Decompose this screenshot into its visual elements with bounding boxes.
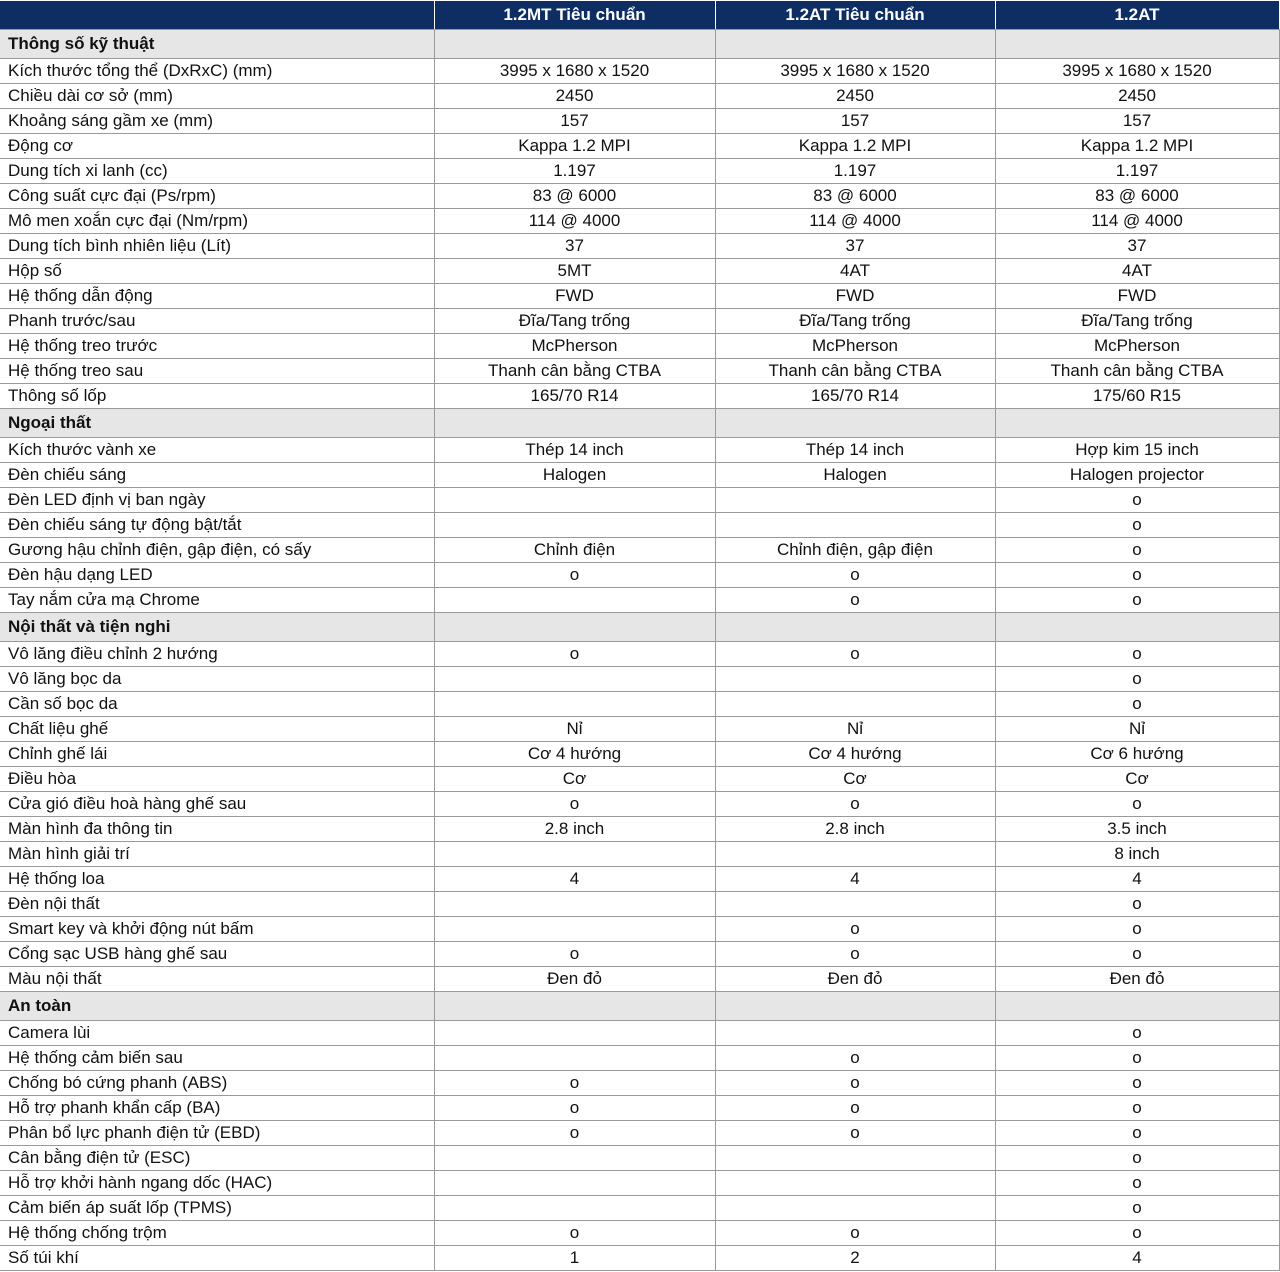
spec-value-variant-1: o	[434, 642, 715, 667]
spec-value-variant-1	[434, 488, 715, 513]
spec-value-variant-2	[715, 667, 995, 692]
spec-value-variant-1: McPherson	[434, 334, 715, 359]
table-row	[0, 384, 1279, 409]
table-row	[0, 563, 1279, 588]
spec-value-variant-2: 37	[715, 234, 995, 259]
spec-value-variant-2: 114 @ 4000	[715, 209, 995, 234]
spec-value-variant-2: 4AT	[715, 259, 995, 284]
table-row	[0, 134, 1279, 159]
spec-value-variant-3: o	[995, 942, 1279, 967]
table-row	[0, 1021, 1279, 1046]
section-header-empty-cell	[434, 992, 715, 1021]
spec-value-variant-2: Halogen	[715, 463, 995, 488]
spec-value-variant-1	[434, 1196, 715, 1221]
spec-value-variant-3: o	[995, 538, 1279, 563]
spec-value-variant-1	[434, 1146, 715, 1171]
spec-label: Phân bổ lực phanh điện tử (EBD)	[0, 1121, 434, 1146]
table-row	[0, 1121, 1279, 1146]
spec-value-variant-2: o	[715, 1221, 995, 1246]
spec-label: Dung tích bình nhiên liệu (Lít)	[0, 234, 434, 259]
table-row	[0, 538, 1279, 563]
spec-label: Đèn LED định vị ban ngày	[0, 488, 434, 513]
spec-value-variant-2: FWD	[715, 284, 995, 309]
spec-label: Hệ thống dẫn động	[0, 284, 434, 309]
spec-value-variant-3: o	[995, 642, 1279, 667]
spec-value-variant-2: Đĩa/Tang trống	[715, 309, 995, 334]
section-header-empty-cell	[715, 30, 995, 59]
spec-label: Kích thước vành xe	[0, 438, 434, 463]
spec-value-variant-1: Đĩa/Tang trống	[434, 309, 715, 334]
spec-value-variant-3: 8 inch	[995, 842, 1279, 867]
spec-value-variant-2: Thanh cân bằng CTBA	[715, 359, 995, 384]
header-blank-cell	[0, 1, 434, 30]
spec-label: Cửa gió điều hoà hàng ghế sau	[0, 792, 434, 817]
section-title: Nội thất và tiện nghi	[0, 613, 434, 642]
table-row	[0, 942, 1279, 967]
spec-value-variant-1: o	[434, 563, 715, 588]
table-row	[0, 767, 1279, 792]
spec-value-variant-2: o	[715, 588, 995, 613]
spec-value-variant-1	[434, 1171, 715, 1196]
spec-value-variant-3: o	[995, 1221, 1279, 1246]
spec-label: Hệ thống loa	[0, 867, 434, 892]
spec-value-variant-3: Nỉ	[995, 717, 1279, 742]
section-header-row	[0, 992, 1279, 1021]
spec-label: Hỗ trợ khởi hành ngang dốc (HAC)	[0, 1171, 434, 1196]
spec-value-variant-3: Hợp kim 15 inch	[995, 438, 1279, 463]
spec-label: Cảm biến áp suất lốp (TPMS)	[0, 1196, 434, 1221]
spec-label: Mô men xoắn cực đại (Nm/rpm)	[0, 209, 434, 234]
table-row	[0, 234, 1279, 259]
spec-value-variant-3: o	[995, 513, 1279, 538]
table-row	[0, 1146, 1279, 1171]
spec-value-variant-2: 2	[715, 1246, 995, 1271]
spec-value-variant-2: 83 @ 6000	[715, 184, 995, 209]
spec-value-variant-1	[434, 588, 715, 613]
section-header-empty-cell	[715, 409, 995, 438]
spec-label: Đèn chiếu sáng tự động bật/tắt	[0, 513, 434, 538]
table-row	[0, 892, 1279, 917]
spec-label: Kích thước tổng thể (DxRxC) (mm)	[0, 59, 434, 84]
spec-label: Hệ thống treo trước	[0, 334, 434, 359]
section-title: Thông số kỹ thuật	[0, 30, 434, 59]
table-row	[0, 717, 1279, 742]
spec-value-variant-1: 114 @ 4000	[434, 209, 715, 234]
spec-value-variant-2: o	[715, 1046, 995, 1071]
spec-value-variant-1	[434, 917, 715, 942]
spec-value-variant-3: 157	[995, 109, 1279, 134]
section-header-row	[0, 30, 1279, 59]
spec-label: Gương hậu chỉnh điện, gập điện, có sấy	[0, 538, 434, 563]
spec-value-variant-2: 165/70 R14	[715, 384, 995, 409]
spec-value-variant-3: o	[995, 1171, 1279, 1196]
spec-value-variant-2	[715, 488, 995, 513]
spec-value-variant-1: 157	[434, 109, 715, 134]
table-row	[0, 438, 1279, 463]
spec-value-variant-2: Đen đỏ	[715, 967, 995, 992]
spec-label: Số túi khí	[0, 1246, 434, 1271]
section-header-empty-cell	[995, 409, 1279, 438]
spec-value-variant-1	[434, 892, 715, 917]
spec-label: Màn hình đa thông tin	[0, 817, 434, 842]
spec-label: Thông số lốp	[0, 384, 434, 409]
table-row	[0, 359, 1279, 384]
spec-value-variant-3: 83 @ 6000	[995, 184, 1279, 209]
spec-value-variant-3: o	[995, 563, 1279, 588]
spec-value-variant-1: Kappa 1.2 MPI	[434, 134, 715, 159]
table-row	[0, 742, 1279, 767]
spec-label: Khoảng sáng gầm xe (mm)	[0, 109, 434, 134]
spec-label: Chỉnh ghế lái	[0, 742, 434, 767]
spec-value-variant-2: o	[715, 1071, 995, 1096]
spec-value-variant-1: o	[434, 1096, 715, 1121]
spec-value-variant-3: Cơ 6 hướng	[995, 742, 1279, 767]
spec-label: Đèn nội thất	[0, 892, 434, 917]
table-row	[0, 792, 1279, 817]
spec-value-variant-2: o	[715, 942, 995, 967]
section-header-empty-cell	[434, 409, 715, 438]
spec-value-variant-2	[715, 513, 995, 538]
section-header-row	[0, 409, 1279, 438]
spec-value-variant-1	[434, 667, 715, 692]
spec-value-variant-1: Đen đỏ	[434, 967, 715, 992]
spec-value-variant-3: FWD	[995, 284, 1279, 309]
header-variant-3: 1.2AT	[995, 1, 1279, 30]
spec-value-variant-1	[434, 513, 715, 538]
spec-label: Điều hòa	[0, 767, 434, 792]
spec-value-variant-2: 2.8 inch	[715, 817, 995, 842]
table-row	[0, 1246, 1279, 1271]
spec-label: Dung tích xi lanh (cc)	[0, 159, 434, 184]
section-title: Ngoại thất	[0, 409, 434, 438]
spec-value-variant-3: McPherson	[995, 334, 1279, 359]
table-row	[0, 463, 1279, 488]
spec-value-variant-2: McPherson	[715, 334, 995, 359]
spec-label: Phanh trước/sau	[0, 309, 434, 334]
spec-value-variant-2	[715, 1021, 995, 1046]
spec-value-variant-2: o	[715, 563, 995, 588]
spec-label: Động cơ	[0, 134, 434, 159]
spec-value-variant-1: 83 @ 6000	[434, 184, 715, 209]
section-header-empty-cell	[995, 613, 1279, 642]
spec-label: Công suất cực đại (Ps/rpm)	[0, 184, 434, 209]
spec-value-variant-3: o	[995, 1196, 1279, 1221]
table-row	[0, 642, 1279, 667]
spec-value-variant-1: Halogen	[434, 463, 715, 488]
spec-value-variant-1: 2.8 inch	[434, 817, 715, 842]
spec-value-variant-3: 1.197	[995, 159, 1279, 184]
spec-table-header	[0, 1, 1279, 30]
spec-value-variant-1	[434, 842, 715, 867]
spec-value-variant-2	[715, 1171, 995, 1196]
table-row	[0, 1071, 1279, 1096]
spec-value-variant-3: o	[995, 1121, 1279, 1146]
spec-value-variant-1: Cơ 4 hướng	[434, 742, 715, 767]
spec-value-variant-1	[434, 692, 715, 717]
spec-value-variant-1: 2450	[434, 84, 715, 109]
spec-value-variant-3: 2450	[995, 84, 1279, 109]
spec-value-variant-3: 175/60 R15	[995, 384, 1279, 409]
spec-value-variant-1	[434, 1021, 715, 1046]
spec-label: Chống bó cứng phanh (ABS)	[0, 1071, 434, 1096]
spec-value-variant-3: 37	[995, 234, 1279, 259]
table-row	[0, 84, 1279, 109]
table-row	[0, 209, 1279, 234]
spec-label: Hệ thống treo sau	[0, 359, 434, 384]
header-variant-2: 1.2AT Tiêu chuẩn	[715, 1, 995, 30]
table-row	[0, 184, 1279, 209]
section-header-empty-cell	[715, 992, 995, 1021]
spec-value-variant-3: 4AT	[995, 259, 1279, 284]
spec-value-variant-3: o	[995, 1021, 1279, 1046]
spec-value-variant-3: o	[995, 1146, 1279, 1171]
spec-value-variant-1: Cơ	[434, 767, 715, 792]
spec-value-variant-1: Nỉ	[434, 717, 715, 742]
spec-label: Smart key và khởi động nút bấm	[0, 917, 434, 942]
table-row	[0, 817, 1279, 842]
table-row	[0, 1221, 1279, 1246]
section-title: An toàn	[0, 992, 434, 1021]
spec-value-variant-3: o	[995, 917, 1279, 942]
spec-label: Hỗ trợ phanh khẩn cấp (BA)	[0, 1096, 434, 1121]
section-header-empty-cell	[434, 30, 715, 59]
spec-value-variant-1: FWD	[434, 284, 715, 309]
spec-value-variant-1: 5MT	[434, 259, 715, 284]
table-row	[0, 513, 1279, 538]
spec-value-variant-3: Đen đỏ	[995, 967, 1279, 992]
section-header-empty-cell	[434, 613, 715, 642]
spec-table-body	[0, 30, 1279, 1271]
table-row	[0, 1196, 1279, 1221]
spec-label: Đèn chiếu sáng	[0, 463, 434, 488]
header-variant-1: 1.2MT Tiêu chuẩn	[434, 1, 715, 30]
spec-value-variant-2: 1.197	[715, 159, 995, 184]
table-row	[0, 967, 1279, 992]
spec-value-variant-2: 4	[715, 867, 995, 892]
spec-label: Cổng sạc USB hàng ghế sau	[0, 942, 434, 967]
section-header-row	[0, 613, 1279, 642]
spec-label: Hệ thống chống trộm	[0, 1221, 434, 1246]
spec-value-variant-1: 37	[434, 234, 715, 259]
spec-label: Màu nội thất	[0, 967, 434, 992]
spec-value-variant-1: 4	[434, 867, 715, 892]
spec-value-variant-2: o	[715, 1121, 995, 1146]
section-header-empty-cell	[995, 30, 1279, 59]
spec-value-variant-1: o	[434, 942, 715, 967]
spec-value-variant-1: o	[434, 1071, 715, 1096]
spec-value-variant-3: Thanh cân bằng CTBA	[995, 359, 1279, 384]
spec-value-variant-1: Thép 14 inch	[434, 438, 715, 463]
table-row	[0, 309, 1279, 334]
table-row	[0, 259, 1279, 284]
spec-value-variant-2: 3995 x 1680 x 1520	[715, 59, 995, 84]
spec-label: Chất liệu ghế	[0, 717, 434, 742]
table-row	[0, 334, 1279, 359]
spec-value-variant-3: Đĩa/Tang trống	[995, 309, 1279, 334]
table-row	[0, 588, 1279, 613]
spec-label: Vô lăng điều chỉnh 2 hướng	[0, 642, 434, 667]
spec-value-variant-3: o	[995, 488, 1279, 513]
spec-value-variant-3: o	[995, 667, 1279, 692]
spec-value-variant-1	[434, 1046, 715, 1071]
spec-value-variant-2: Kappa 1.2 MPI	[715, 134, 995, 159]
spec-value-variant-3: 4	[995, 867, 1279, 892]
table-row	[0, 109, 1279, 134]
spec-value-variant-3: o	[995, 588, 1279, 613]
spec-value-variant-2: Cơ 4 hướng	[715, 742, 995, 767]
spec-label: Màn hình giải trí	[0, 842, 434, 867]
spec-value-variant-1: 1	[434, 1246, 715, 1271]
spec-label: Hộp số	[0, 259, 434, 284]
spec-value-variant-2	[715, 842, 995, 867]
spec-value-variant-2: o	[715, 642, 995, 667]
spec-value-variant-2: Thép 14 inch	[715, 438, 995, 463]
spec-value-variant-2: 157	[715, 109, 995, 134]
spec-value-variant-1: Thanh cân bằng CTBA	[434, 359, 715, 384]
table-row	[0, 842, 1279, 867]
spec-value-variant-3: o	[995, 692, 1279, 717]
section-header-empty-cell	[995, 992, 1279, 1021]
spec-value-variant-1: o	[434, 1221, 715, 1246]
spec-value-variant-1: o	[434, 792, 715, 817]
spec-value-variant-3: o	[995, 1096, 1279, 1121]
spec-value-variant-1: 3995 x 1680 x 1520	[434, 59, 715, 84]
table-row	[0, 667, 1279, 692]
spec-value-variant-2	[715, 692, 995, 717]
spec-value-variant-3: Halogen projector	[995, 463, 1279, 488]
table-row	[0, 59, 1279, 84]
spec-value-variant-1: Chỉnh điện	[434, 538, 715, 563]
spec-value-variant-2: Nỉ	[715, 717, 995, 742]
spec-value-variant-2	[715, 1146, 995, 1171]
spec-value-variant-2: Cơ	[715, 767, 995, 792]
table-row	[0, 1096, 1279, 1121]
spec-value-variant-3: Kappa 1.2 MPI	[995, 134, 1279, 159]
spec-value-variant-1: 165/70 R14	[434, 384, 715, 409]
spec-label: Cần số bọc da	[0, 692, 434, 717]
section-header-empty-cell	[715, 613, 995, 642]
table-row	[0, 867, 1279, 892]
spec-value-variant-3: 3.5 inch	[995, 817, 1279, 842]
spec-label: Vô lăng bọc da	[0, 667, 434, 692]
table-row	[0, 284, 1279, 309]
spec-label: Tay nắm cửa mạ Chrome	[0, 588, 434, 613]
table-row	[0, 488, 1279, 513]
table-row	[0, 917, 1279, 942]
spec-value-variant-1: 1.197	[434, 159, 715, 184]
spec-value-variant-3: o	[995, 892, 1279, 917]
spec-value-variant-2: o	[715, 917, 995, 942]
spec-value-variant-3: Cơ	[995, 767, 1279, 792]
table-row	[0, 692, 1279, 717]
spec-value-variant-2: Chỉnh điện, gập điện	[715, 538, 995, 563]
spec-value-variant-3: 4	[995, 1246, 1279, 1271]
spec-value-variant-3: o	[995, 1071, 1279, 1096]
spec-label: Hệ thống cảm biến sau	[0, 1046, 434, 1071]
spec-label: Đèn hậu dạng LED	[0, 563, 434, 588]
spec-value-variant-2	[715, 892, 995, 917]
table-row	[0, 1171, 1279, 1196]
table-row	[0, 159, 1279, 184]
spec-label: Chiều dài cơ sở (mm)	[0, 84, 434, 109]
spec-value-variant-2	[715, 1196, 995, 1221]
spec-label: Cân bằng điện tử (ESC)	[0, 1146, 434, 1171]
spec-value-variant-2: o	[715, 1096, 995, 1121]
spec-value-variant-2: 2450	[715, 84, 995, 109]
spec-value-variant-3: o	[995, 1046, 1279, 1071]
spec-value-variant-3: 3995 x 1680 x 1520	[995, 59, 1279, 84]
spec-value-variant-3: 114 @ 4000	[995, 209, 1279, 234]
spec-value-variant-1: o	[434, 1121, 715, 1146]
spec-label: Camera lùi	[0, 1021, 434, 1046]
table-row	[0, 1046, 1279, 1071]
header-row	[0, 1, 1279, 30]
spec-value-variant-3: o	[995, 792, 1279, 817]
spec-value-variant-2: o	[715, 792, 995, 817]
